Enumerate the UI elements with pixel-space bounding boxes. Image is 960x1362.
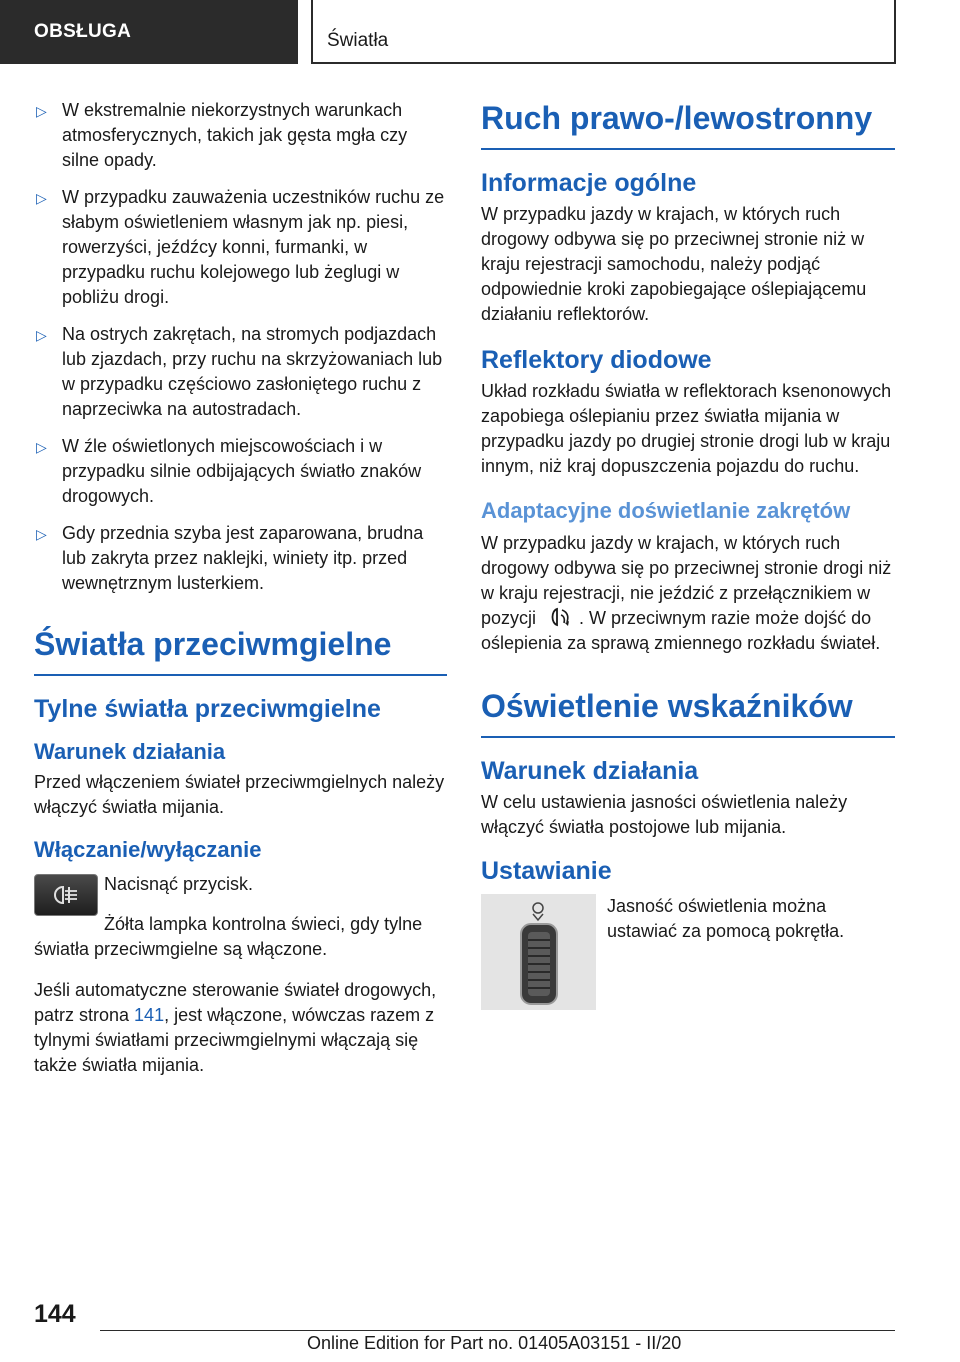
general-info-text: W przypadku jazdy w krajach, w których ruch drogowy odbywa się po przeciwnej stronie niż w kraju rejestracji samochodu, należy podjąć odpowiednie kroki zapobiegające oślepiającemu działaniu reflektorów. — [481, 204, 867, 324]
led-headlights-text: Układ rozkładu światła w reflektorach ksenonowych zapobiega oślepianiu przez światła mijania w przypadku jazdy po drugiej stronie drogi lub w kraju innym, niż kraj dopuszczenia pojazdu do ruchu. — [481, 381, 892, 476]
press-button-text: Nacisnąć przycisk. — [104, 874, 254, 894]
setting-heading: Ustawianie — [481, 857, 612, 885]
instrument-condition-text: W celu ustawienia jasności oświetlenia należy włączyć światła postojowe lub mijania. — [481, 792, 848, 837]
right-column — [481, 98, 895, 1010]
page-number: 144 — [34, 1300, 76, 1328]
thumbwheel-icon — [481, 894, 596, 1010]
triangle-bullet-icon: ▷ — [36, 190, 47, 206]
indicator-text: Żółta lampka kontrolna świeci, gdy tylne światła przeciwmgielne są włączone. — [34, 914, 423, 959]
triangle-bullet-icon: ▷ — [36, 327, 47, 343]
triangle-bullet-icon: ▷ — [36, 526, 47, 542]
adaptive-lighting-heading: Adaptacyjne doświetlanie zakrętów — [481, 498, 851, 523]
list-item: ▷ W źle oświetlonych miejscowościach i w przypadku silnie odbijających światło znaków drogowych. — [36, 436, 422, 506]
list-item: ▷ Gdy przednia szyba jest zaparowana, brudna lub zakryta przez naklejki, winiety itp. przed wewnętrznym lusterkiem. — [36, 523, 424, 593]
cornering-light-icon — [545, 606, 575, 628]
traffic-side-heading: Ruch prawo-/lewostronny — [481, 98, 895, 150]
list-item: ▷ W ekstremalnie niekorzystnych warunkach atmosferycznych, takich jak gęsta mgła czy silne opady. — [36, 100, 408, 170]
list-item: ▷ W przypadku zauważenia uczestników ruchu ze słabym oświetleniem własnym jak np. piesi, rowerzyści, jeźdźcy konni, furmanki, w przypadku ruchu kolejowego lub żeglugi w pobliżu drogi. — [36, 187, 445, 307]
general-info-heading: Informacje ogólne — [481, 169, 697, 197]
rear-fog-button — [34, 874, 98, 916]
rear-fog-heading: Tylne światła przeciwmgielne — [34, 695, 381, 723]
adaptive-lighting-text: W przypadku jazdy w krajach, w których ruch drogowy odbywa się po przeciwnej stronie drogi niż w kraju rejestracji, nie jeździć z przełącznikiem w pozycji . W przeciwnym razie może dojść do oślepienia za sprawą zmiennego rozkładu świateł. — [481, 533, 892, 653]
condition-text: Przed włączeniem świateł przeciwmgielnych należy włączyć światła mijania. — [34, 772, 445, 817]
page-reference-link[interactable]: 141 — [134, 1005, 165, 1025]
triangle-bullet-icon: ▷ — [36, 439, 47, 455]
section-tab: OBSŁUGA — [0, 0, 298, 64]
chapter-title: Światła — [311, 0, 896, 64]
condition-heading: Warunek działania — [34, 739, 226, 764]
switch-heading: Włączanie/wyłączanie — [34, 837, 262, 862]
dial-row — [481, 894, 895, 1010]
setting-text: Jasność oświetlenia można ustawiać za pomocą pokrętła. — [607, 896, 845, 941]
rear-fog-icon — [35, 875, 97, 915]
instrument-lighting-heading: Oświetlenie wskaźników — [481, 686, 895, 738]
edition-note: Online Edition for Part no. 01405A03151 - II/20 — [307, 1333, 682, 1353]
list-item: ▷ Na ostrych zakrętach, na stromych podjazdach lub zjazdach, przy ruchu na skrzyżowaniach lub w przypadku częściowo zasłoniętego ruchu z naprzeciwka na autostradach. — [36, 324, 443, 419]
instrument-condition-heading: Warunek działania — [481, 757, 699, 785]
led-headlights-heading: Reflektory diodowe — [481, 346, 712, 374]
triangle-bullet-icon: ▷ — [36, 103, 47, 119]
brightness-dial-image — [481, 894, 596, 1010]
left-column — [34, 98, 447, 1078]
auto-headlight-text: Jeśli automatyczne sterowanie świateł drogowych, patrz strona 141, jest włączone, wówczas razem z tylnymi światłami przeciwmgielnymi włączają się także światła mijania. — [34, 980, 437, 1075]
fog-lights-heading: Światła przeciwmgielne — [34, 624, 447, 676]
button-row — [34, 872, 447, 912]
